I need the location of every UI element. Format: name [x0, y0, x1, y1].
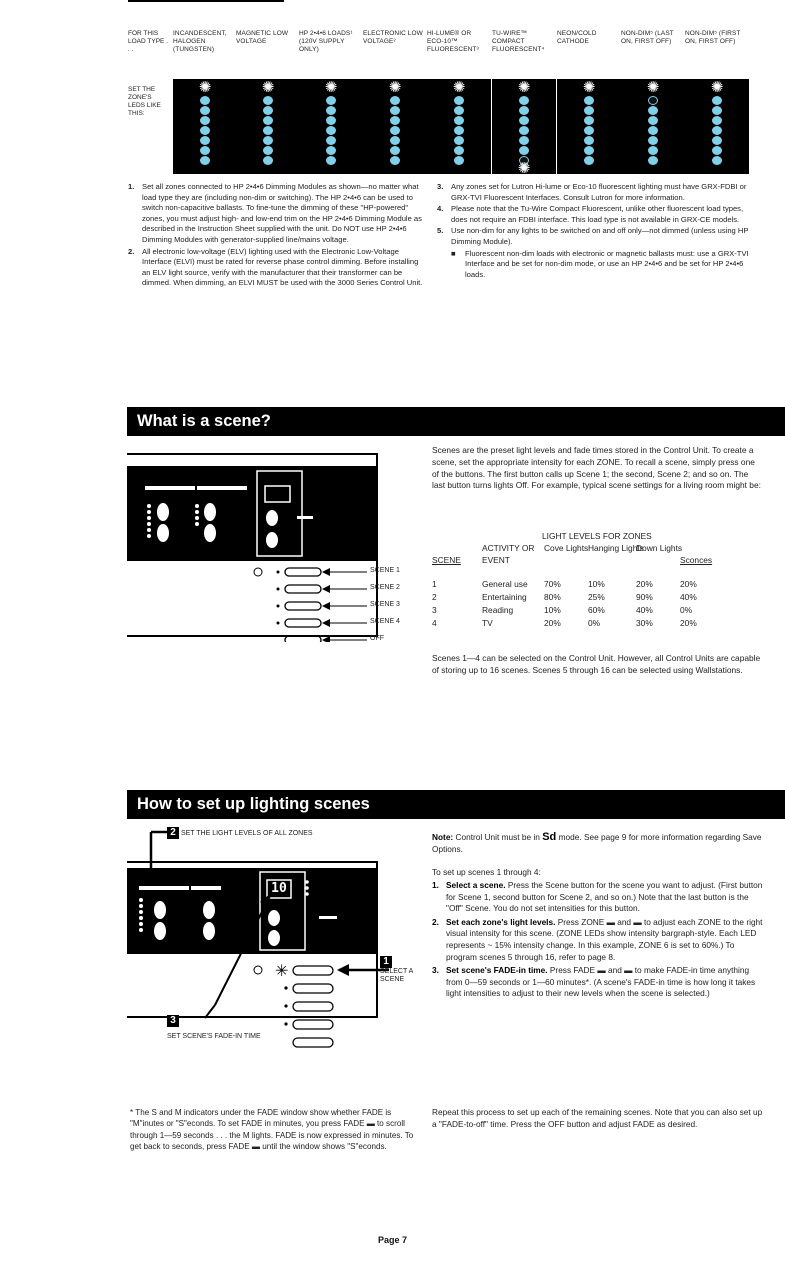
- footnote: * The S and M indicators under the FADE window show whether FADE is "M"inutes or "S"econds. To set FADE in minutes, you press FADE ▬ to scroll through 1—59 seconds . . . the M lights. FADE is now expressed in minutes. To get back to seconds, press FADE ▬ until the window shows "S"econds.: [130, 1108, 414, 1152]
- setup-steps: [432, 880, 764, 1002]
- table-cell: 10%: [588, 579, 605, 589]
- note-item: [437, 204, 759, 225]
- note-text: Please note that the Tu-Wire Compact Fluorescent, unlike other fluorescent load types, does not require an FDBI interface. This load type is not available in GRX-CE models.: [451, 204, 744, 224]
- led-column-label: HP 2•4•6 LOADS¹ (120V SUPPLY ONLY): [299, 30, 353, 53]
- step-title: Set each zone's light levels.: [446, 916, 556, 927]
- led-indicator: [390, 126, 400, 135]
- led-indicator: [263, 126, 273, 135]
- led-indicator: [390, 156, 400, 165]
- led-indicator: [648, 146, 658, 155]
- led-column-bar: [299, 79, 363, 174]
- led-indicator: [584, 106, 594, 115]
- led-indicator: [263, 96, 273, 105]
- setup-step: [432, 917, 764, 963]
- led-lit-icon: ✺: [198, 78, 212, 96]
- led-lit-icon: ✺: [582, 78, 596, 96]
- table-cell: 3: [432, 605, 437, 615]
- led-indicator: [454, 156, 464, 165]
- callout-2-text: SET THE LIGHT LEVELS OF ALL ZONES: [180, 830, 313, 837]
- note-item: [437, 182, 759, 203]
- led-indicator: [390, 106, 400, 115]
- led-column-label: NON-DIM⁵ (FIRST ON, FIRST OFF): [685, 30, 741, 45]
- table-cell: TV: [482, 618, 493, 628]
- note-number: 2.: [128, 246, 135, 256]
- table-cell: Reading: [482, 605, 514, 615]
- note-number: 4.: [437, 204, 444, 214]
- callout-1: [380, 956, 416, 984]
- note-item: [128, 182, 428, 246]
- step-number: 2.: [432, 916, 439, 927]
- note-text: All electronic low-voltage (ELV) lighting used with the Electronic Low-Voltage Interface (ELVI) must be rated for reverse phase control dimming. Before installing an ELV light source, verify with the manufacturer that their transformer can be dimmed. When dimming, an ELVI MUST be used with the 3000 Series Control Unit.: [142, 246, 423, 288]
- led-lit-icon: ✺: [324, 78, 338, 96]
- table-header-cell: ACTIVITY OR EVENT: [482, 543, 535, 565]
- table-cell: 20%: [636, 579, 653, 589]
- led-indicator: [263, 146, 273, 155]
- notes-left: [128, 182, 428, 290]
- table-cell: 60%: [588, 605, 605, 615]
- led-indicator: [200, 106, 210, 115]
- table-cell: 20%: [680, 579, 697, 589]
- badge-3: 3: [167, 1015, 179, 1027]
- table-cell: General use: [482, 579, 528, 589]
- led-indicator: [200, 146, 210, 155]
- step-text: Press ZONE ▬ and ▬ to adjust each ZONE to the right visual intensity for this scene. (ZONE LEDs show intensity bargraph-style. Each LED represents ~ 15% intensity change. In this example, ZONE 6 is set to 60%.) To program scenes 5 through 16, refer to page 8.: [446, 916, 763, 962]
- led-lit-icon: ✺: [452, 78, 466, 96]
- led-indicator: [454, 146, 464, 155]
- led-indicator: [200, 116, 210, 125]
- notes-right: [437, 182, 759, 281]
- led-lit-icon: ✺: [646, 78, 660, 96]
- table-cell: 40%: [636, 605, 653, 615]
- table-header-cell: Sconces: [680, 555, 713, 565]
- table-cell: 80%: [544, 592, 561, 602]
- led-indicator: [200, 156, 210, 165]
- table-cell: 20%: [544, 618, 561, 628]
- badge-2: 2: [167, 827, 179, 839]
- scene-button-label: OFF: [370, 635, 384, 642]
- table-cell: 90%: [636, 592, 653, 602]
- led-indicator: [712, 156, 722, 165]
- step-title: Set scene's FADE-in time.: [446, 965, 548, 976]
- note-label: Note:: [432, 832, 454, 842]
- led-column-bar: [236, 79, 300, 174]
- setup-lead: To set up scenes 1 through 4:: [432, 867, 541, 877]
- note-number: ■: [451, 248, 456, 258]
- led-column-label: NEON/COLD CATHODE: [557, 30, 597, 45]
- display-value: 10: [271, 881, 287, 896]
- note-number: 5.: [437, 226, 444, 236]
- setup-note: [432, 832, 764, 855]
- led-indicator: [454, 116, 464, 125]
- led-lit-icon: ✺: [517, 159, 531, 177]
- note-number: 3.: [437, 182, 444, 191]
- scene-table: [432, 530, 762, 640]
- table-cell: 70%: [544, 579, 561, 589]
- led-indicator: [648, 136, 658, 145]
- led-indicator: [263, 136, 273, 145]
- led-indicator: [584, 156, 594, 165]
- led-indicator: [519, 96, 529, 105]
- setup-step: [432, 965, 764, 1000]
- led-indicator: [326, 116, 336, 125]
- led-indicator: [390, 136, 400, 145]
- led-lit-icon: ✺: [517, 78, 531, 96]
- led-indicator: [390, 96, 400, 105]
- led-indicator: [519, 136, 529, 145]
- table-cell: 25%: [588, 592, 605, 602]
- step-title: Select a scene.: [446, 880, 506, 890]
- led-column-bar: [557, 79, 621, 174]
- led-indicator: [200, 126, 210, 135]
- led-column-bar: [427, 79, 491, 174]
- table-cell: 40%: [680, 592, 697, 602]
- led-indicator: [712, 136, 722, 145]
- led-indicator: [326, 146, 336, 155]
- led-column-bar: [363, 79, 427, 174]
- led-column-label: MAGNETIC LOW VOLTAGE: [236, 30, 289, 45]
- led-indicator: [648, 116, 658, 125]
- led-indicator: [326, 156, 336, 165]
- led-column-bar: [173, 79, 237, 174]
- note-item: [451, 249, 759, 281]
- led-indicator: [712, 126, 722, 135]
- table-cell: 0%: [680, 605, 693, 615]
- led-indicator: [712, 96, 722, 105]
- led-lit-icon: ✺: [710, 78, 724, 96]
- led-indicator: [584, 116, 594, 125]
- led-indicator: [263, 106, 273, 115]
- table-header-cell: Down Lights: [636, 543, 683, 553]
- table-cell: 1: [432, 579, 437, 589]
- led-column-label: NON-DIM⁵ (LAST ON, FIRST OFF): [621, 30, 674, 45]
- led-indicator: [326, 126, 336, 135]
- led-indicator: [326, 106, 336, 115]
- control-unit-diagram: [127, 446, 427, 642]
- callout-3: [167, 1015, 317, 1041]
- led-column-label: TU-WIRE™ COMPACT FLUORESCENT⁴: [492, 30, 545, 53]
- table-cell: 2: [432, 592, 437, 602]
- step-text: Press FADE ▬ and ▬ to make FADE-in time anything from 0—59 seconds or 1—60 minutes*. (A scene's FADE-in time is how long it takes light intensities to adjust to their new levels when the scene is selected.): [446, 965, 756, 999]
- led-lit-icon: ✺: [261, 78, 275, 96]
- scene-button-label: SCENE 4: [370, 618, 400, 625]
- table-cell: Entertaining: [482, 592, 527, 602]
- row-label-load-type: FOR THIS LOAD TYPE . . .: [128, 30, 168, 53]
- led-indicator: [584, 146, 594, 155]
- note-text: Fluorescent non-dim loads with electronic or magnetic ballasts must: use a GRX-TVI Interface and be set for non-dim mode, or use an HP 2•4•6 and be set for HP 2•4•6 loads.: [465, 248, 749, 279]
- table-group-header: LIGHT LEVELS FOR ZONES: [542, 531, 652, 541]
- note-number: 1.: [128, 182, 135, 191]
- led-indicator: [519, 126, 529, 135]
- note-mode: Sd: [542, 831, 557, 843]
- svg-text:✳: ✳: [275, 961, 289, 980]
- led-indicator: [263, 156, 273, 165]
- led-indicator: [648, 126, 658, 135]
- led-indicator: [519, 146, 529, 155]
- note-text: Control Unit must be in: [455, 832, 540, 842]
- led-column-bar: [492, 78, 556, 177]
- led-lit-icon: ✺: [388, 78, 402, 96]
- repeat-text: Repeat this process to set up each of the remaining scenes. Note that you can also set up a "FADE-to-off" time. Press the OFF button and adjust FADE as desired.: [432, 1107, 763, 1129]
- led-indicator: [326, 96, 336, 105]
- note-text-2: mode. See page 9 for more information regarding Save Options.: [432, 832, 762, 854]
- section-header-what-is-a-scene: What is a scene?: [127, 407, 785, 436]
- led-indicator: [712, 106, 722, 115]
- led-column-label: ELECTRONIC LOW VOLTAGE²: [363, 30, 423, 45]
- led-indicator: [454, 106, 464, 115]
- scene-outro: Scenes 1—4 can be selected on the Control Unit. However, all Control Units are capable of storing up to 16 scenes. Scenes 5 through 16 can be selected using Wallstations.: [432, 653, 761, 675]
- table-cell: 0%: [588, 618, 601, 628]
- led-column-label: HI-LUME® OR ECO-10™ FLUORESCENT³: [427, 30, 479, 53]
- led-indicator: [584, 126, 594, 135]
- note-item: [128, 247, 428, 289]
- led-column-label: INCANDESCENT, HALOGEN (TUNGSTEN): [173, 30, 227, 53]
- led-indicator: [454, 136, 464, 145]
- led-indicator: [454, 126, 464, 135]
- led-indicator: [648, 96, 658, 105]
- callout-1-text: SELECT A SCENE: [380, 968, 413, 983]
- led-indicator: [584, 136, 594, 145]
- led-indicator: [200, 136, 210, 145]
- led-indicator: [519, 116, 529, 125]
- section-header-how-to-set-up: How to set up lighting scenes: [127, 790, 785, 819]
- note-text: Use non-dim for any lights to be switched on and off only—not dimmed (unless using HP Dimming Module).: [451, 226, 749, 246]
- led-indicator: [712, 116, 722, 125]
- table-cell: 10%: [544, 605, 561, 615]
- scene-button-label: SCENE 3: [370, 601, 400, 608]
- note-text: Any zones set for Lutron Hi-lume or Eco-10 fluorescent lighting must have GRX-FDBI or GRX-TVI Fluorescent Interfaces. Consult Lutron for more information.: [451, 182, 747, 202]
- table-cell: 4: [432, 618, 437, 628]
- led-indicator: [584, 96, 594, 105]
- table-header-cell: SCENE: [432, 555, 461, 565]
- led-indicator: [263, 116, 273, 125]
- callout-3-text: SET SCENE'S FADE-IN TIME: [167, 1033, 261, 1040]
- setup-step: [432, 880, 764, 915]
- led-indicator: [712, 146, 722, 155]
- page-number: Page 7: [377, 1235, 408, 1245]
- led-indicator: [648, 106, 658, 115]
- led-indicator: [200, 96, 210, 105]
- note-item: [437, 226, 759, 247]
- led-indicator: [390, 146, 400, 155]
- step-text: Press the Scene button for the scene you want to adjust. (First button for Scene 1, second button for Scene 2, and so on.) Note that the last button is the "Off" Scene. You do not set intensities for this button.: [446, 880, 763, 914]
- scene-button-label: SCENE 2: [370, 584, 400, 591]
- step-number: 1.: [432, 880, 439, 890]
- table-header-cell: Hanging Lights: [588, 543, 644, 553]
- led-indicator: [390, 116, 400, 125]
- badge-1: 1: [380, 956, 392, 968]
- top-rule: [128, 0, 284, 2]
- led-indicator: [519, 106, 529, 115]
- note-text: Set all zones connected to HP 2•4•6 Dimming Modules as shown—no matter what load type they are (including non-dim or switching). The HP 2•4•6 can be used to switch non-capacitive ballasts. To fine-tune the dimming of these "HP-powered" zones, you must adjust high- and low-end trim on the HP 2•4•6 Dimming Module as described in the Instruction Sheet supplied with the unit. Do NOT use HP 2•4•6 Dimming Modules with generator-supplied line/mains voltage.: [142, 182, 422, 244]
- led-column-bar: [685, 79, 749, 174]
- table-header-cell: Cove Lights: [544, 543, 589, 553]
- led-indicator: [454, 96, 464, 105]
- row-label-set-leds: SET THE ZONE'S LEDS LIKE THIS:: [128, 86, 161, 117]
- table-cell: 30%: [636, 618, 653, 628]
- step-number: 3.: [432, 965, 439, 976]
- scene-button-label: SCENE 1: [370, 567, 400, 574]
- led-indicator: [326, 136, 336, 145]
- scene-intro: Scenes are the preset light levels and fade times stored in the Control Unit. To create a scene, set the appropriate intensity for each ZONE. To recall a scene, simply press one of the buttons. The first button calls up Scene 1; the second, Scene 2; and so on. The last button turns lights Off. For example, typical scene settings for a living room might be:: [432, 445, 761, 491]
- table-cell: 20%: [680, 618, 697, 628]
- led-indicator: [648, 156, 658, 165]
- led-column-bar: [621, 79, 685, 174]
